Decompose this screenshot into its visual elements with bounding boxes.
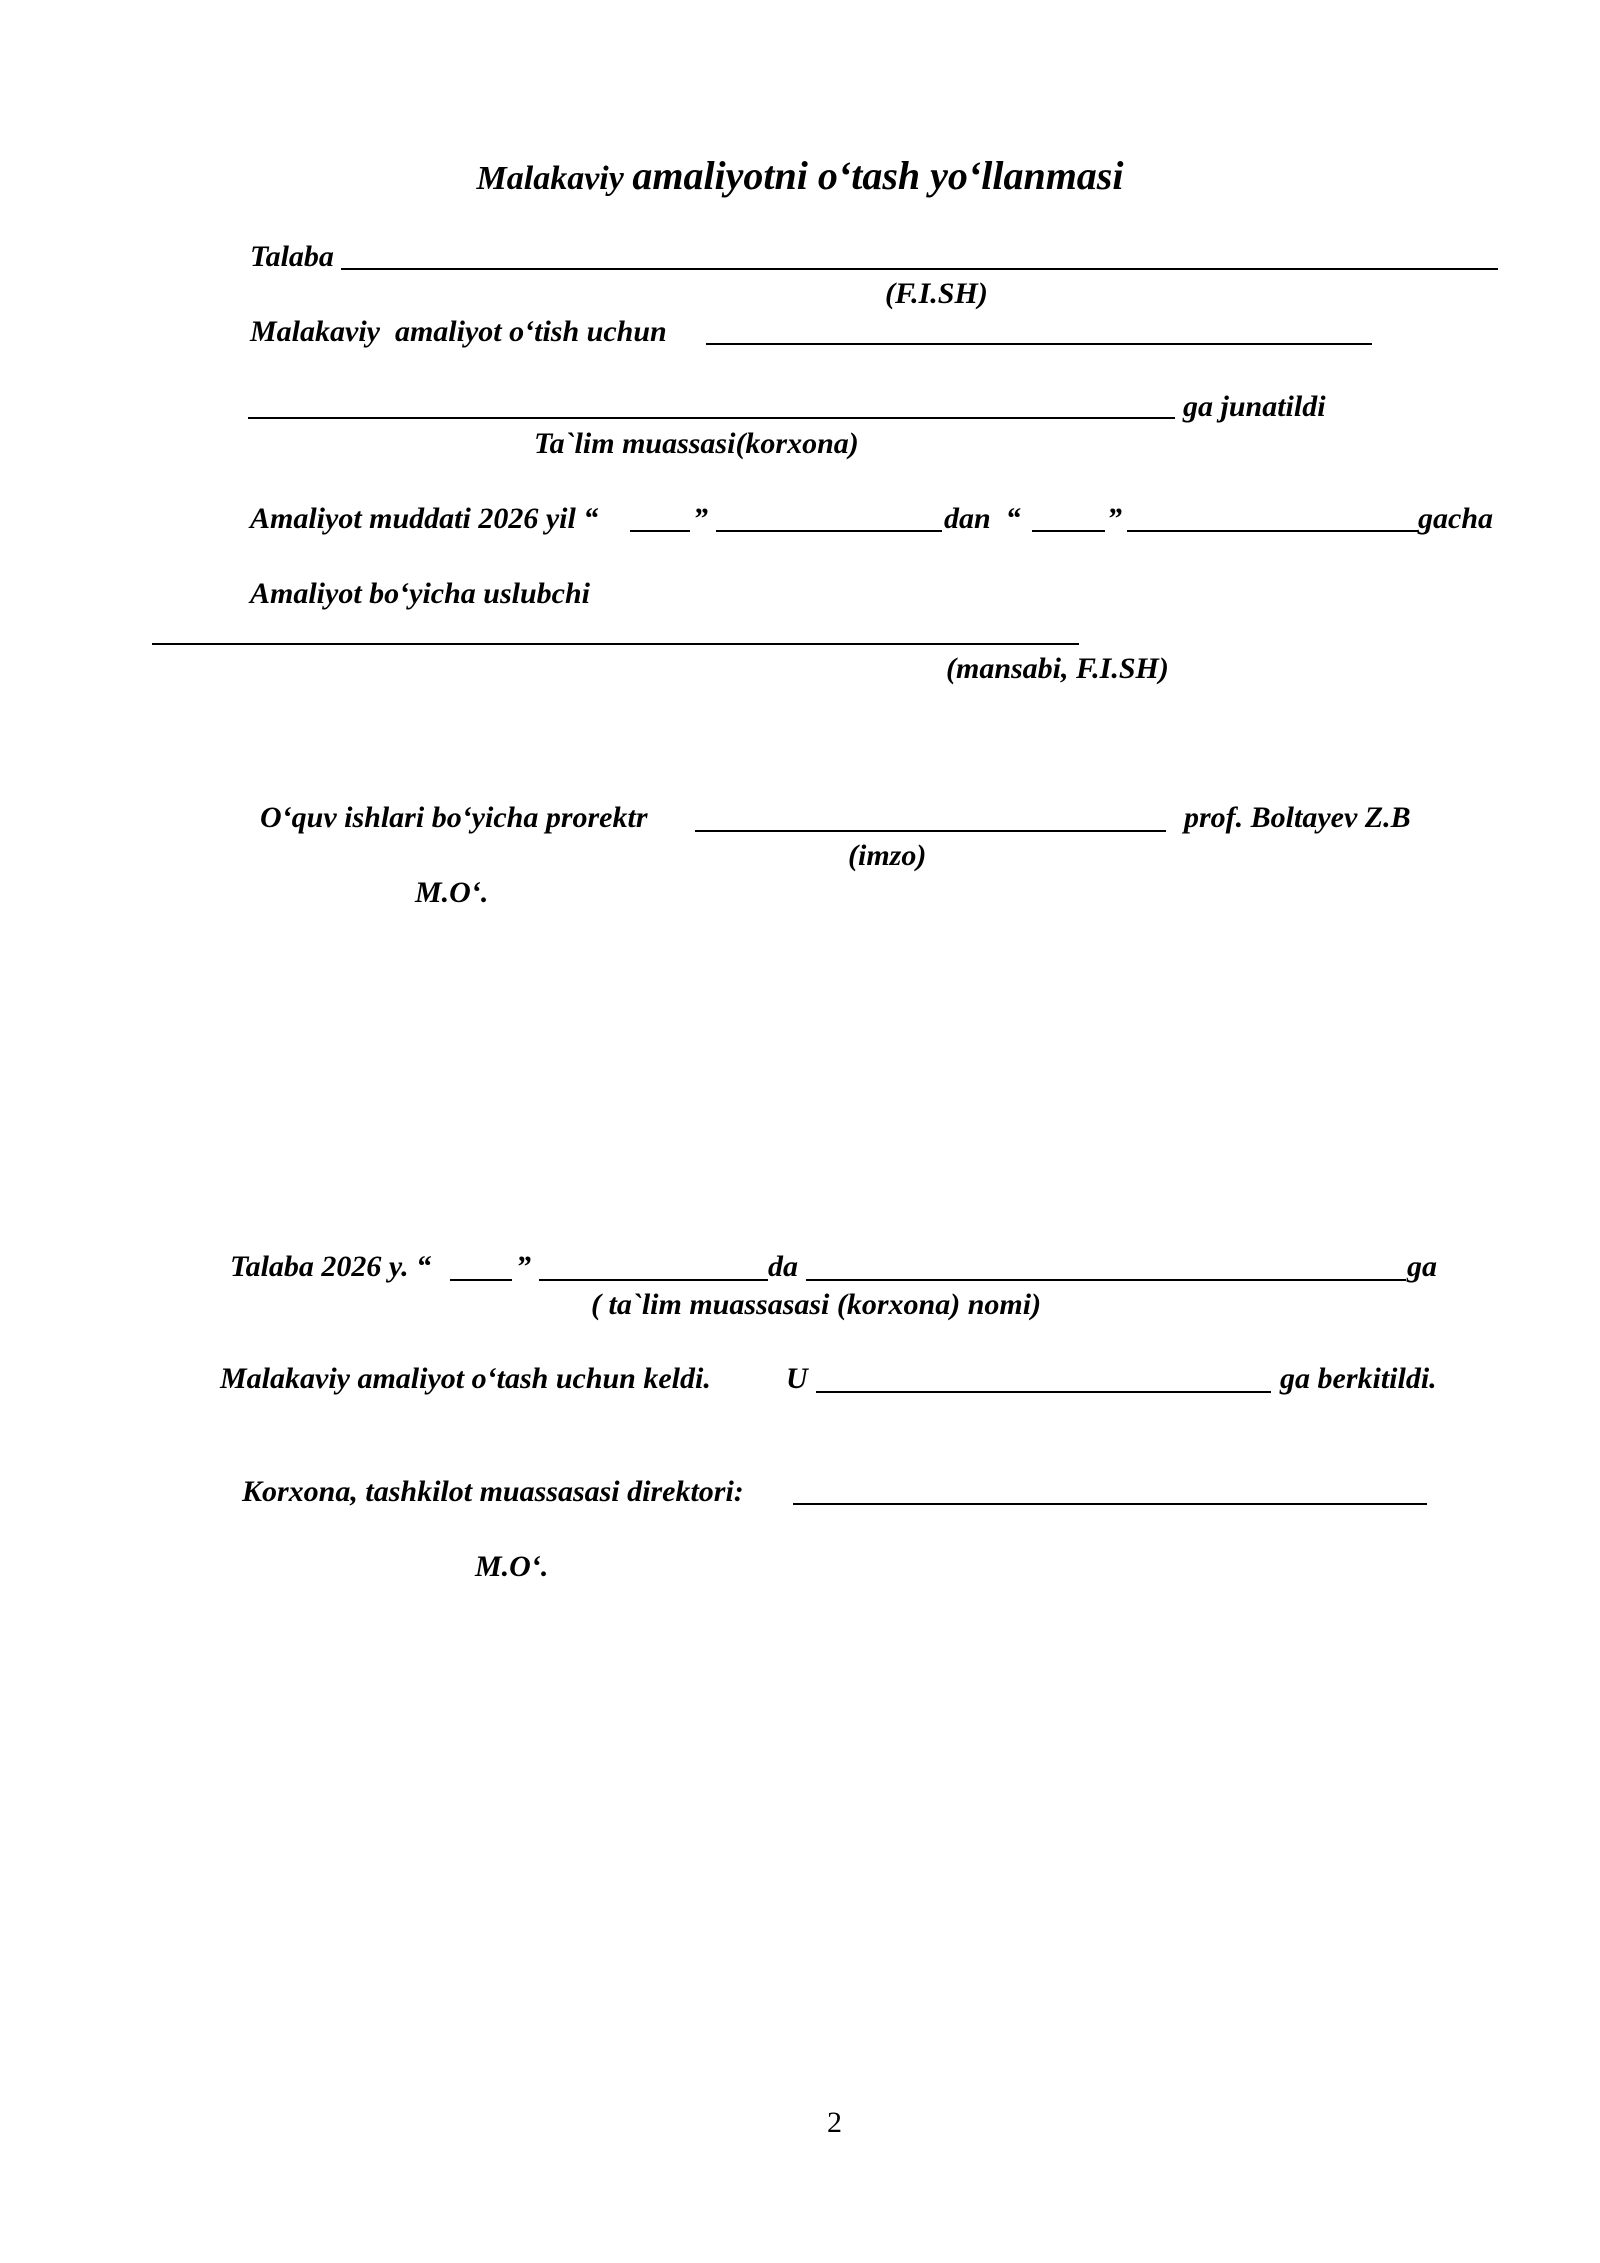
duration-prefix: Amaliyot muddati 2026 yil “ [250,502,599,535]
end-day-blank[interactable] [1032,530,1105,532]
student-name-blank[interactable] [341,268,1498,270]
page-number: 2 [827,2106,842,2139]
org-name-caption: ( ta`lim muassasasi (korxona) nomi) [591,1288,1042,1321]
fish-caption: (F.I.SH) [885,277,988,310]
methodist-blank[interactable] [152,643,1079,645]
arrival-ga: ga [1407,1250,1437,1283]
duration-gacha: gacha [1418,502,1493,535]
arrival-da: da [768,1250,798,1283]
student-label: Talaba [250,240,334,273]
title-part-1: Malakaviy [476,160,633,197]
seal-2: M.O‘. [475,1550,549,1583]
arrival-day-blank[interactable] [450,1279,512,1281]
sent-suffix: ga junatildi [1183,390,1326,423]
arrival-org-blank[interactable] [806,1279,1406,1281]
arrival-month-blank[interactable] [539,1279,768,1281]
signature-caption: (imzo) [848,839,927,872]
practice-for-label: Malakaviy amaliyot o‘tish uchun [250,315,667,348]
director-label: Korxona, tashkilot muassasasi direktori: [242,1475,744,1508]
start-month-blank[interactable] [716,530,942,532]
practice-place-blank[interactable] [706,343,1372,345]
prorector-name: prof. Boltayev Z.B [1184,801,1411,834]
came-label: Malakaviy amaliyot o‘tash uchun keldi. [220,1362,711,1395]
duration-quote-close-2: ” [1107,502,1122,535]
supervisor-blank[interactable] [816,1391,1271,1393]
assigned-suffix: ga berkitildi. [1280,1362,1437,1395]
institution-blank[interactable] [248,417,1175,419]
u-label: U [786,1362,808,1395]
institution-caption: Ta`lim muassasi(korxona) [534,427,859,460]
prorector-label: O‘quv ishlari bo‘yicha prorektr [260,801,648,834]
arrival-prefix: Talaba 2026 y. “ [230,1250,432,1283]
seal-1: M.O‘. [415,876,489,909]
duration-dan: dan “ [944,502,1021,535]
duration-quote-close-1: ” [693,502,708,535]
start-day-blank[interactable] [630,530,690,532]
arrival-quote-close: ” [516,1250,531,1283]
title-part-2: amaliyotni o‘tash yo‘llanmasi [632,153,1124,198]
director-signature-blank[interactable] [793,1503,1427,1505]
position-caption: (mansabi, F.I.SH) [946,652,1169,685]
method-label: Amaliyot bo‘yicha uslubchi [250,577,591,610]
end-month-blank[interactable] [1127,530,1418,532]
prorector-signature-blank[interactable] [695,830,1166,832]
page-title [0,153,1600,198]
